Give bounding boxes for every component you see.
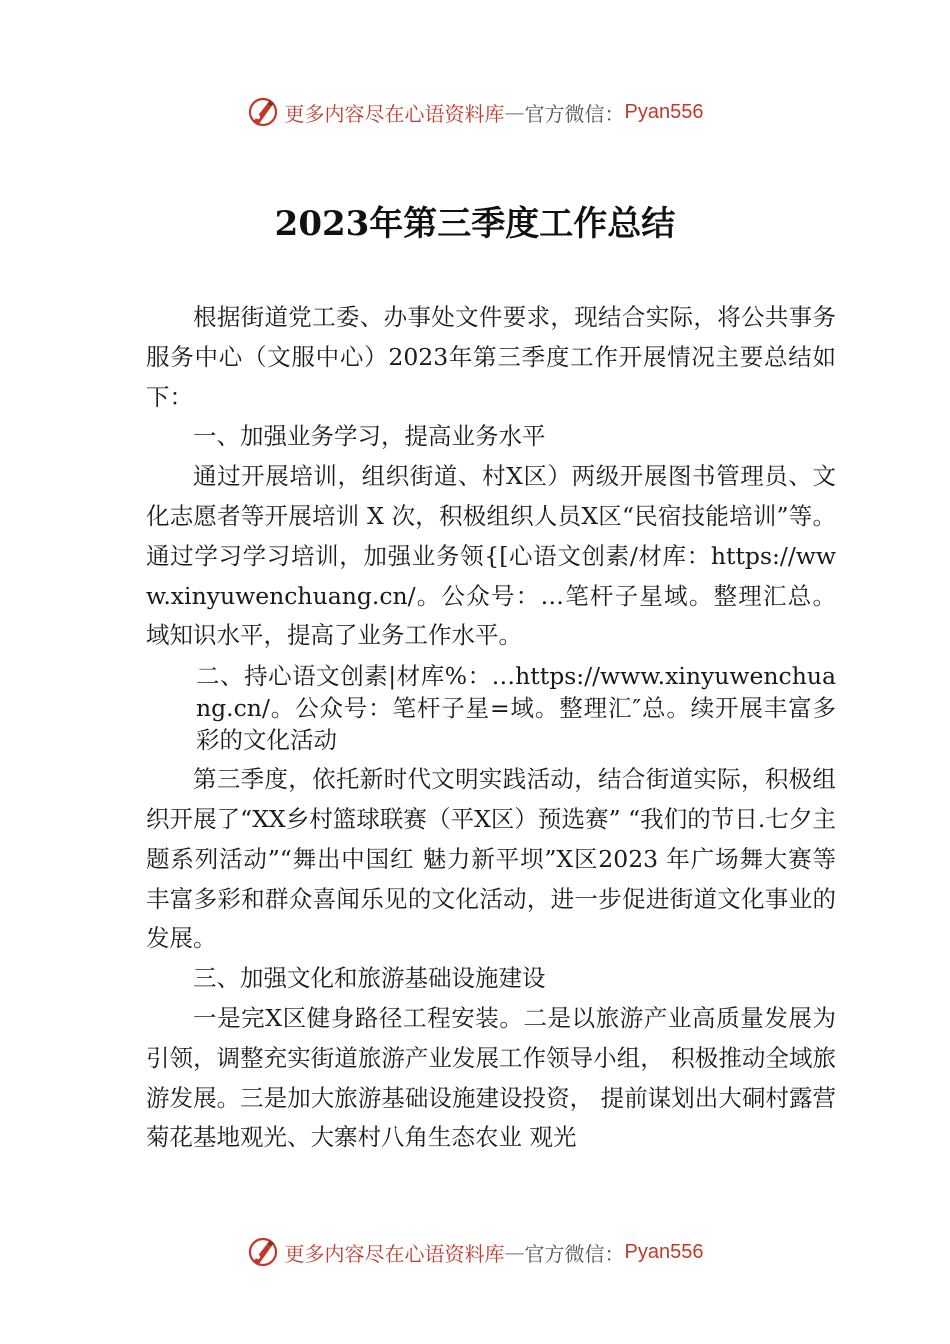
footer-watermark-banner — [0, 1236, 950, 1268]
paragraph-intro: 根据街道党工委、办事处文件要求，现结合实际，将公共事务服务中心（文服中心）2023年第三季度工作开展情况主要总结如下： — [146, 303, 836, 411]
pen-logo-icon — [247, 96, 279, 128]
header-watermark-banner — [0, 96, 950, 128]
banner-wechat-id: Pyan556 — [624, 1240, 704, 1263]
paragraph-section-1: 通过开展培训，组织街道、村X区）两级开展图书管理员、文化志愿者等开展培训 X 次，积极组织人员X区“民宿技能培训”等。通过学习学习培训，加强业务领{[心语文创素/材库：https://www.xinyuwenchuang.cn/。公众号：…笔杆子星域。整理汇总。域知识水平，提高了业务工作水平。 — [146, 462, 836, 650]
document-body — [146, 298, 836, 1158]
banner-brand-text: 更多内容尽在心语资料库 — [284, 101, 505, 126]
banner-wechat-label: 官方微信： — [524, 1241, 625, 1266]
section-heading-1: 一、加强业务学习，提高业务水平 — [193, 422, 546, 451]
banner-wechat-id: Pyan556 — [624, 100, 704, 123]
banner-separator: — — [504, 1240, 525, 1264]
paragraph-section-2: 第三季度，依托新时代文明实践活动，结合街道实际，积极组织开展了“XX乡村篮球联赛（平X区）预选赛” “我们的节日.七夕主题系列活动”“舞出中国红 魅力新平坝”X区2023 年广场舞大赛等丰富多彩和群众喜闻乐见的文化活动，进一步促进街道文化事业的发展。 — [146, 765, 836, 953]
paragraph-section-3: 一是完X区健身路径工程安装。二是以旅游产业高质量发展为引领，调整充实街道旅游产业发展工作领导小组， 积极推动全域旅游发展。三是加大旅游基础设施建设投资， 提前谋划出大硐村露营菊花基地观光、大寨村八角生态农业 观光 — [146, 1003, 836, 1152]
banner-separator: — — [504, 100, 525, 124]
banner-brand-text: 更多内容尽在心语资料库 — [284, 1241, 505, 1266]
banner-wechat-label: 官方微信： — [524, 101, 625, 126]
section-heading-3: 三、加强文化和旅游基础设施建设 — [193, 964, 546, 993]
section-heading-2: 二、持心语文创素|材库%：…https://www.xinyuwenchuang.cn/。公众号：笔杆子星=域。整理汇″总。续开展丰富多彩的文化活动 — [196, 662, 836, 755]
document-title: 2023年第三季度工作总结 — [274, 204, 676, 244]
pen-logo-icon — [247, 1236, 279, 1268]
